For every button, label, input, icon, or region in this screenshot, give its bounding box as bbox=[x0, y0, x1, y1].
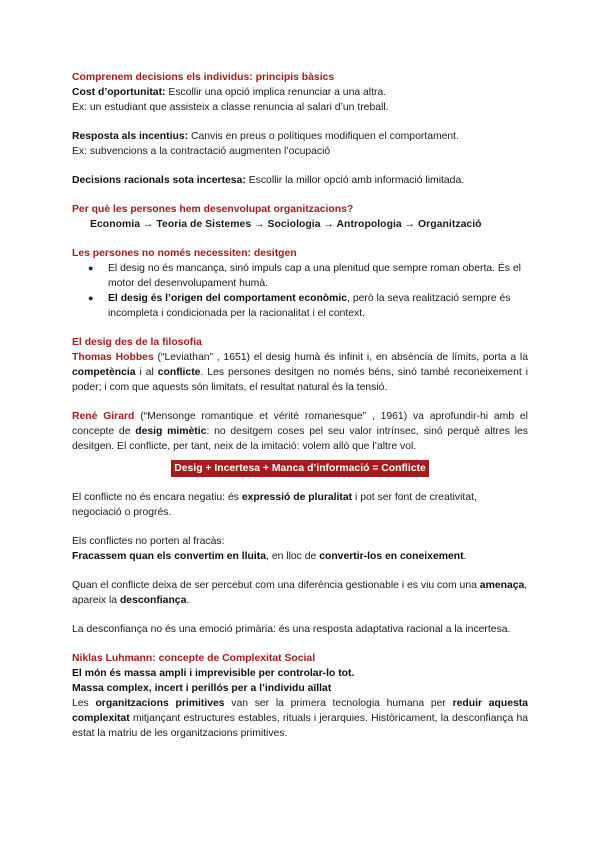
paragraph-decisions-racionals: Decisions racionals sota incertesa: Escollir la millor opció amb informació limitada. bbox=[72, 175, 465, 186]
paragraph-amenaca: Quan el conflicte deixa de ser percebut com una diferència gestionable i es viu com una amenaça, apareix la desconfiança. bbox=[72, 580, 528, 606]
paragraph-girard: René Girard (“Mensonge romantique et vérité romanesque” , 1961) va aprofundir-hi amb el concepte de desig mimètic: no desitgem coses pel seu valor intrínsec, sinó perquè altres les desitgen. El conflicte, per tant, neix de la imitació: volem allò que l’altre vol. bbox=[72, 411, 528, 452]
luhmann-line-2: Massa complex, incert i perillós per a l’individu aïllat bbox=[72, 683, 332, 694]
heading-luhmann: Niklas Luhmann: concepte de Complexitat Social bbox=[72, 653, 316, 664]
bullet-icon: ● bbox=[88, 263, 94, 273]
heading-filosofia: El desig des de la filosofia bbox=[72, 337, 202, 348]
list-item: ● El desig no és mancança, sinó impuls cap a una plenitud que sempre roman oberta. És el motor del desenvolupament humà. bbox=[88, 263, 521, 289]
paragraph-fracas-intro: Els conflictes no porten al fracàs: bbox=[72, 536, 225, 547]
example-cost-oportunitat: Ex: un estudiant que assisteix a classe renuncia al salari d’un treball. bbox=[72, 102, 389, 113]
paragraph-incentius: Resposta als incentius: Canvis en preus o polítiques modifiquen el comportament. bbox=[72, 131, 459, 142]
document-page bbox=[72, 70, 528, 741]
paragraph-organitzacions-primitives: Les organitzacions primitives van ser la primera tecnologia humana per reduir aquesta complexitat mitjançant estructures estables, rituals i jerarquies. Històricament, la desconfiança ha estat la matriu de les organitzacions primitives. bbox=[72, 698, 529, 739]
example-incentius: Ex: subvencions a la contractació augmenten l’ocupació bbox=[72, 146, 331, 157]
author-girard: René Girard bbox=[72, 411, 135, 422]
paragraph-cost-oportunitat: Cost d’oportunitat: Escollir una opció implica renunciar a una altra. bbox=[72, 87, 387, 98]
list-item: ● El desig és l’origen del comportament econòmic, però la seva realització sempre és incompleta i condicionada per la racionalitat i el context. bbox=[88, 293, 511, 319]
paragraph-desconfianca: La desconfiança no és una emoció primària: és una resposta adaptativa racional a la incertesa. bbox=[72, 624, 511, 635]
paragraph-hobbes: Thomas Hobbes (“Leviathan” , 1651) el desig humà és infinit i, en absència de límits, porta a la competència i al conflicte. Les persones desitgen no només béns, sinó també reconeixement i poder; i com que aquests són limitats, el resultat natural és la tensió. bbox=[72, 352, 529, 393]
desig-bullet-list bbox=[72, 261, 528, 321]
heading-organitzacions: Per què les persones hem desenvolupat organitzacions? bbox=[72, 204, 354, 215]
paragraph-fracas: Fracassem quan els convertim en lluita, en lloc de convertir-los en coneixement. bbox=[72, 551, 467, 562]
heading-principis: Comprenem decisions els individus: principis bàsics bbox=[72, 72, 335, 83]
disciplines-chain: Economia → Teoria de Sistemes → Sociologia → Antropologia → Organització bbox=[90, 219, 482, 230]
paragraph-pluralitat: El conflicte no és encara negatiu: és expressió de pluralitat i pot ser font de creativitat, negociació o progrés. bbox=[72, 492, 477, 518]
luhmann-line-1: El món és massa ampli i imprevisible per controlar-lo tot. bbox=[72, 668, 355, 679]
conflict-formula-banner: Desig + Incertesa + Manca d’informació = Conflicte bbox=[171, 460, 428, 477]
author-hobbes: Thomas Hobbes bbox=[72, 352, 154, 363]
bullet-icon: ● bbox=[88, 293, 94, 303]
heading-desitgen: Les persones no només necessiten: desitgen bbox=[72, 248, 297, 259]
